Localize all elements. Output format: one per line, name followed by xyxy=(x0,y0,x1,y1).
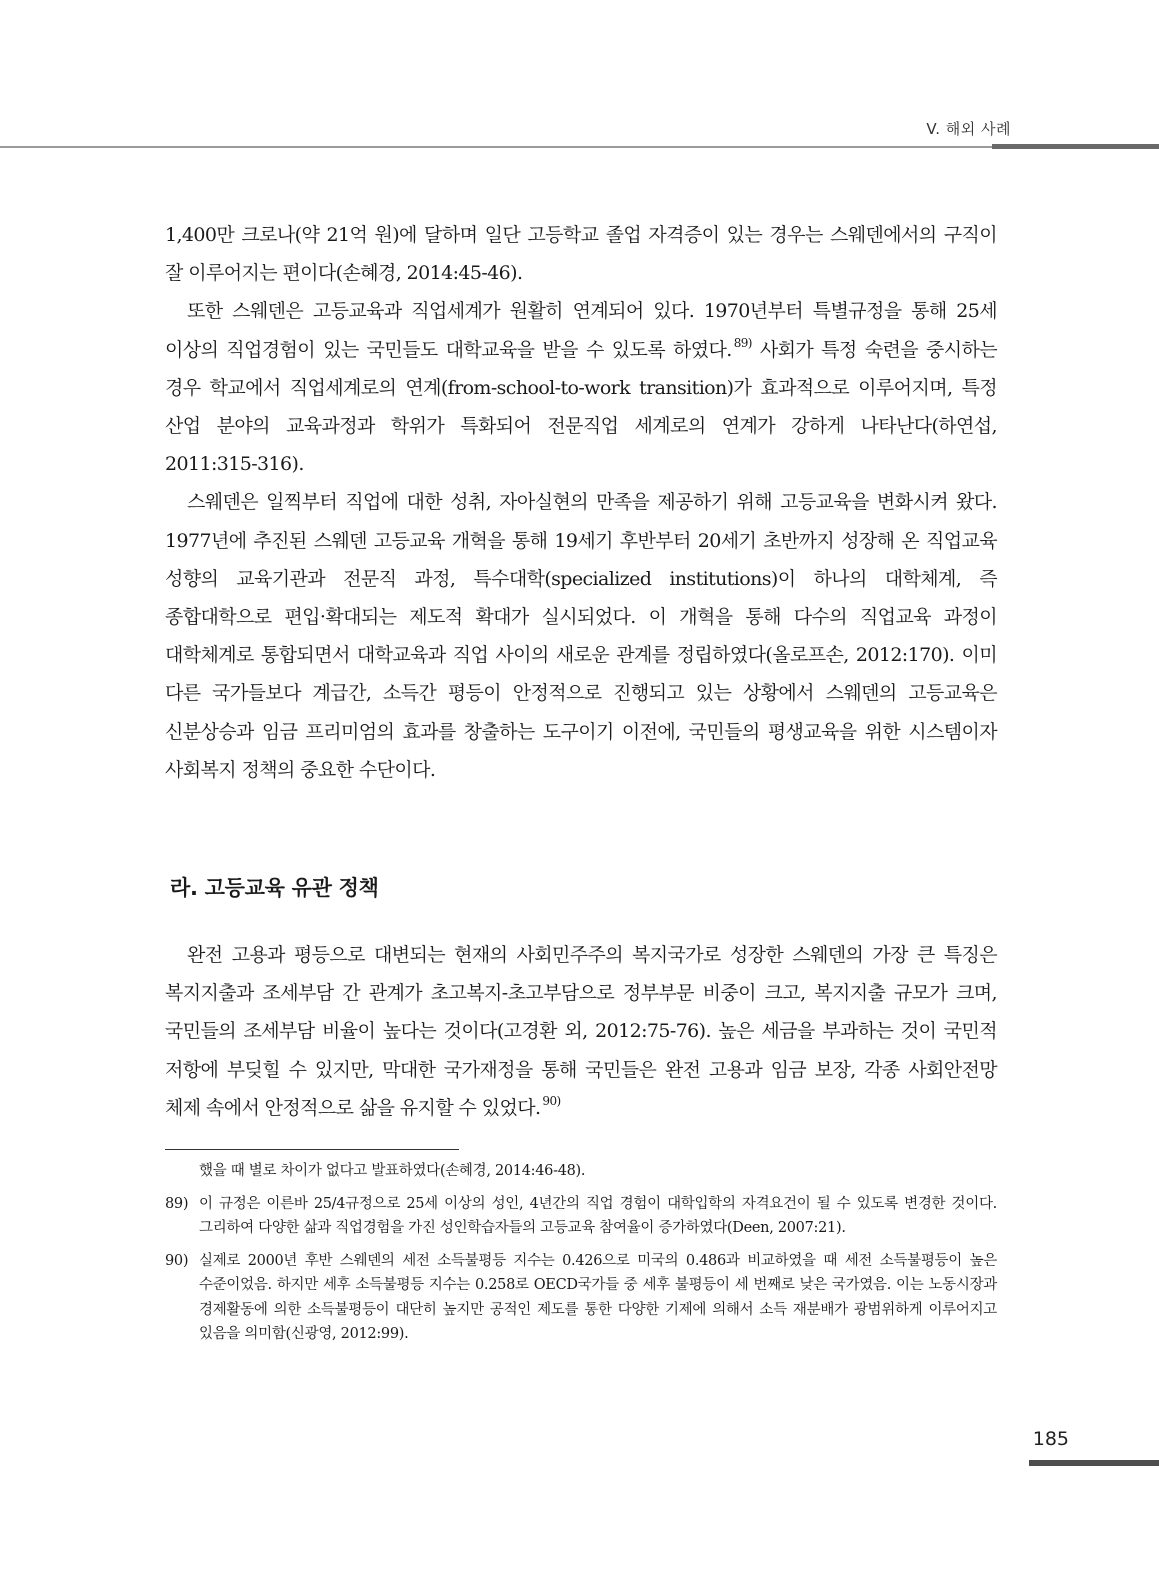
footer-bar xyxy=(1029,1460,1159,1466)
running-header: V. 해외 사례 xyxy=(926,120,1011,138)
paragraph-2-text-b: 사회가 특정 숙련을 중시하는 경우 학교에서 직업세계로의 연계(from-school-to-work transition)가 효과적으로 이루어지며, 특정 산업 분야의 교육과정과 학위가 특화되어 전문직업 세계로의 연계가 강하게 나타난다(하연섭, 2011:315-316). xyxy=(165,338,997,476)
paragraph-1: 1,400만 크로나(약 21억 원)에 달하며 일단 고등학교 졸업 자격증이 있는 경우는 스웨덴에서의 구직이 잘 이루어지는 편이다(손혜경, 2014:45-46). xyxy=(165,224,997,285)
page-number: 185 xyxy=(1032,1428,1069,1450)
paragraph-2-text-a: 또한 스웨덴은 고등교육과 직업세계가 원활히 연계되어 있다. 1970년부터 특별규정을 통해 25세 이상의 직업경험이 있는 국민들도 대학교육을 받을 수 있도록 하였다. xyxy=(165,300,997,361)
section-body xyxy=(165,936,997,1127)
paragraph-2 xyxy=(165,292,997,483)
footnote-text: 이 규정은 이른바 25/4규정으로 25세 이상의 성인, 4년간의 직업 경험이 대학입학의 자격요건이 될 수 있도록 변경한 것이다. 그리하여 다양한 삶과 직업경험을 가진 성인학습자들의 고등교육 참여율이 증가하였다(Deen, 2007:21). xyxy=(199,1195,997,1236)
footnote-continuation: 했을 때 별로 차이가 없다고 발표하였다(손혜경, 2014:46-48). xyxy=(199,1163,586,1179)
paragraph-3: 스웨덴은 일찍부터 직업에 대한 성취, 자아실현의 만족을 제공하기 위해 고등교육을 변화시켜 왔다. 1977년에 추진된 스웨덴 고등교육 개혁을 통해 19세기 후반부터 20세기 초반까지 성장해 온 직업교육 성향의 교육기관과 전문직 과정, 특수대학(specialized institutions)이 하나의 대학체계, 즉 종합대학으로 편입·확대되는 제도적 확대가 실시되었다. 이 개혁을 통해 다수의 직업교육 과정이 대학체계로 통합되면서 대학교육과 직업 사이의 새로운 관계를 정립하였다(올로프손, 2012:170). 이미 다른 국가들보다 계급간, 소득간 평등이 안정적으로 진행되고 있는 상황에서 스웨덴의 고등교육은 신분상승과 임금 프리미엄의 효과를 창출하는 도구이기 이전에, 국민들의 평생교육을 위한 시스템이자 사회복지 정책의 중요한 수단이다. xyxy=(165,491,997,781)
section-heading: 라. 고등교육 유관 정책 xyxy=(170,876,379,900)
footnote-ref-90[interactable]: 90) xyxy=(542,1093,561,1108)
section-paragraph-1-text: 완전 고용과 평등으로 대변되는 현재의 사회민주주의 복지국가로 성장한 스웨덴의 가장 큰 특징은 복지지출과 조세부담 간 관계가 초고복지-초고부담으로 정부부문 비중이 크고, 복지지출 규모가 크며, 국민들의 조세부담 비율이 높다는 것이다(고경환 외, 2012:75-76). 높은 세금을 부과하는 것이 국민적 저항에 부딪힐 수 있지만, 막대한 국가재정을 통해 국민들은 완전 고용과 임금 보장, 각종 사회안전망 체제 속에서 안정적으로 삶을 유지할 수 있었다. xyxy=(165,944,997,1119)
footnotes xyxy=(165,1159,997,1355)
footnote-90 xyxy=(165,1249,997,1347)
footnote-number: 90) xyxy=(165,1252,189,1269)
main-body xyxy=(165,216,997,789)
footnote-89 xyxy=(165,1192,997,1241)
footnote-number: 89) xyxy=(165,1195,189,1212)
header-rule xyxy=(0,146,992,148)
footnote-separator xyxy=(165,1149,459,1150)
section-paragraph-1 xyxy=(165,936,997,1127)
header-rule-accent xyxy=(992,144,1159,149)
footnote-ref-89[interactable]: 89) xyxy=(733,335,752,350)
footnote-text: 실제로 2000년 후반 스웨덴의 세전 소득불평등 지수는 0.426으로 미국의 0.486과 비교하였을 때 세전 소득불평등이 높은 수준이었음. 하지만 세후 소득불평등 지수는 0.258로 OECD국가들 중 세후 불평등이 세 번째로 낮은 국가였음. 이는 노동시장과 경제활동에 의한 소득불평등이 대단히 높지만 공적인 제도를 통한 다양한 기제에 의해서 소득 재분배가 광범위하게 이루어지고 있음을 의미함(신광영, 2012:99). xyxy=(199,1252,997,1342)
